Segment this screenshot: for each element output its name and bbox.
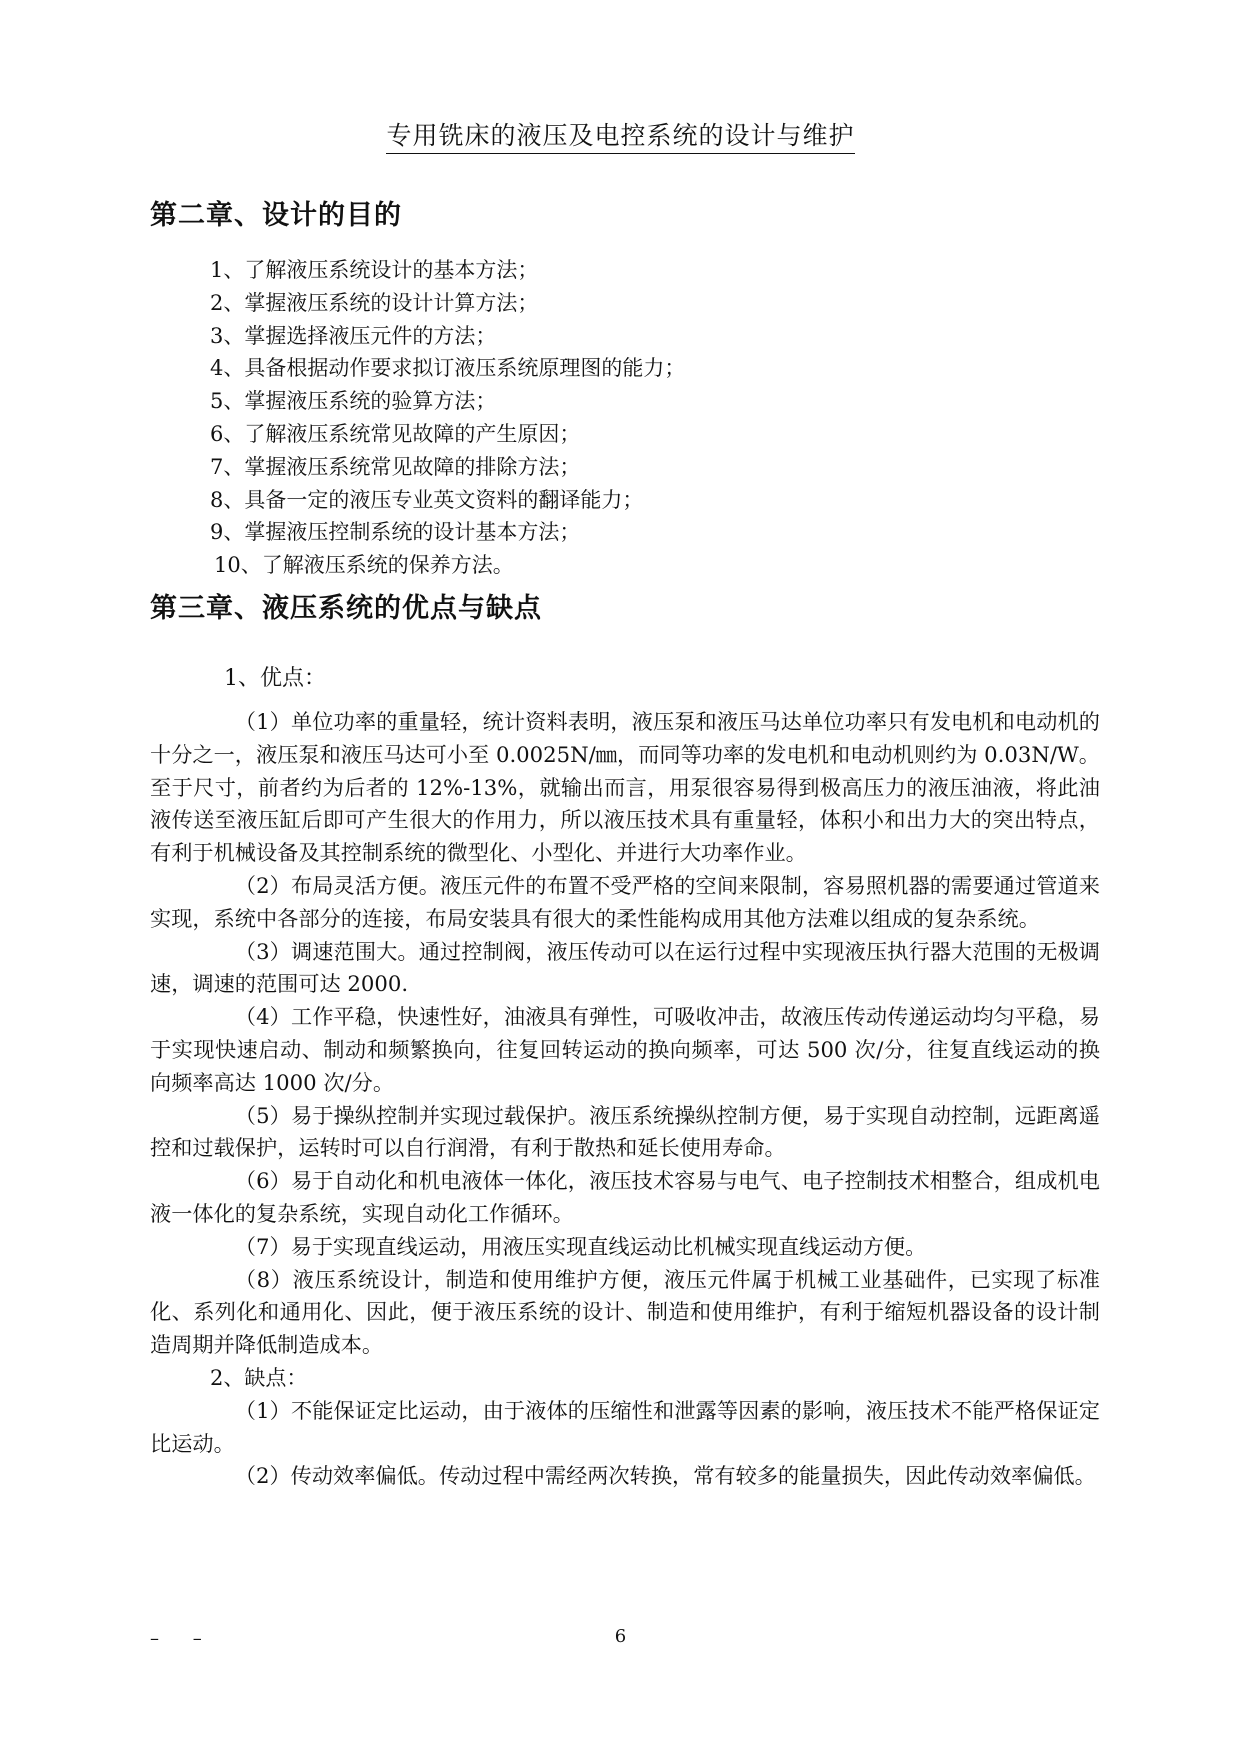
list-item: 2、掌握液压系统的设计计算方法； (210, 290, 539, 315)
disadvantage-paragraph: （1）不能保证定比运动，由于液体的压缩性和泄露等因素的影响，液压技术不能严格保证定比运动。 (150, 1397, 1100, 1456)
advantage-paragraph: （3）调速范围大。通过控制阀，液压传动可以在运行过程中实现液压执行器大范围的无极调速，调速的范围可达 2000. (150, 938, 1100, 997)
document-title-text: 专用铣床的液压及电控系统的设计与维护 (386, 121, 854, 154)
chapter3-heading: 第三章、液压系统的优点与缺点 (150, 593, 542, 624)
advantage-paragraph: （8）液压系统设计，制造和使用维护方便，液压元件属于机械工业基础件，已实现了标准化、系列化和通用化、因此，便于液压系统的设计、制造和使用维护，有利于缩短机器设备的设计制造周期并降低制造成本。 (150, 1266, 1100, 1358)
list-item: 9、掌握液压控制系统的设计基本方法； (210, 520, 581, 545)
list-item: 3、掌握选择液压元件的方法； (210, 323, 497, 348)
advantage-paragraph: （1）单位功率的重量轻，统计资料表明，液压泵和液压马达单位功率只有发电机和电动机的十分之一，液压泵和液压马达可小至 0.0025N/㎜，而同等功率的发电机和电动机则约为 0.03N/W。至于尺寸，前者约为后者的 12%-13%，就输出而言，用泵很容易得到极高压力的液压油液，将此油液传送至液压缸后即可产生很大的作用力，所以液压技术具有重量轻，体积小和出力大的突出特点，有利于机械设备及其控制系统的微型化、小型化、并进行大功率作业。 (150, 709, 1100, 866)
list-item: 7、掌握液压系统常见故障的排除方法； (210, 454, 581, 479)
list-item: 6、了解液压系统常见故障的产生原因； (210, 421, 581, 446)
advantage-paragraph: （4）工作平稳，快速性好，油液具有弹性，可吸收冲击，故液压传动传递运动均匀平稳，易于实现快速启动、制动和频繁换向，往复回转运动的换向频率，可达 500 次/分，往复直线运动的换向频率高达 1000 次/分。 (150, 1004, 1100, 1095)
chapter3-body (150, 706, 1100, 1493)
list-item: 1、了解液压系统设计的基本方法； (210, 258, 539, 282)
disadvantage-paragraph: （2）传动效率偏低。传动过程中需经两次转换，常有较多的能量损失，因此传动效率偏低。 (234, 1463, 1096, 1489)
chapter2-heading: 第二章、设计的目的 (150, 200, 402, 231)
advantage-paragraph: （6）易于自动化和机电液体一体化，液压技术容易与电气、电子控制技术相整合，组成机电液一体化的复杂系统，实现自动化工作循环。 (150, 1168, 1100, 1226)
footer-dashes: – – (150, 1628, 216, 1649)
design-goals-list (210, 254, 1110, 582)
disadvantages-label: 2、缺点： (210, 1365, 308, 1390)
advantage-paragraph: （7）易于实现直线运动，用液压实现直线运动比机械实现直线运动方便。 (234, 1233, 927, 1259)
list-item: 10、了解液压系统的保养方法。 (214, 553, 514, 578)
list-item: 8、具备一定的液压专业英文资料的翻译能力； (210, 487, 644, 512)
page-number: 6 (614, 1626, 627, 1647)
list-item: 4、具备根据动作要求拟订液压系统原理图的能力； (210, 356, 686, 381)
advantage-paragraph: （2）布局灵活方便。液压元件的布置不受严格的空间来限制，容易照机器的需要通过管道来实现，系统中各部分的连接，布局安装具有很大的柔性能构成用其他方法难以组成的复杂系统。 (150, 872, 1100, 931)
document-title (0, 120, 1241, 152)
advantage-paragraph: （5）易于操纵控制并实现过载保护。液压系统操纵控制方便，易于实现自动控制，远距离遥控和过载保护，运转时可以自行润滑，有利于散热和延长使用寿命。 (150, 1102, 1100, 1161)
list-item: 5、掌握液压系统的验算方法； (210, 389, 497, 414)
advantages-label: 1、优点： (224, 666, 326, 691)
